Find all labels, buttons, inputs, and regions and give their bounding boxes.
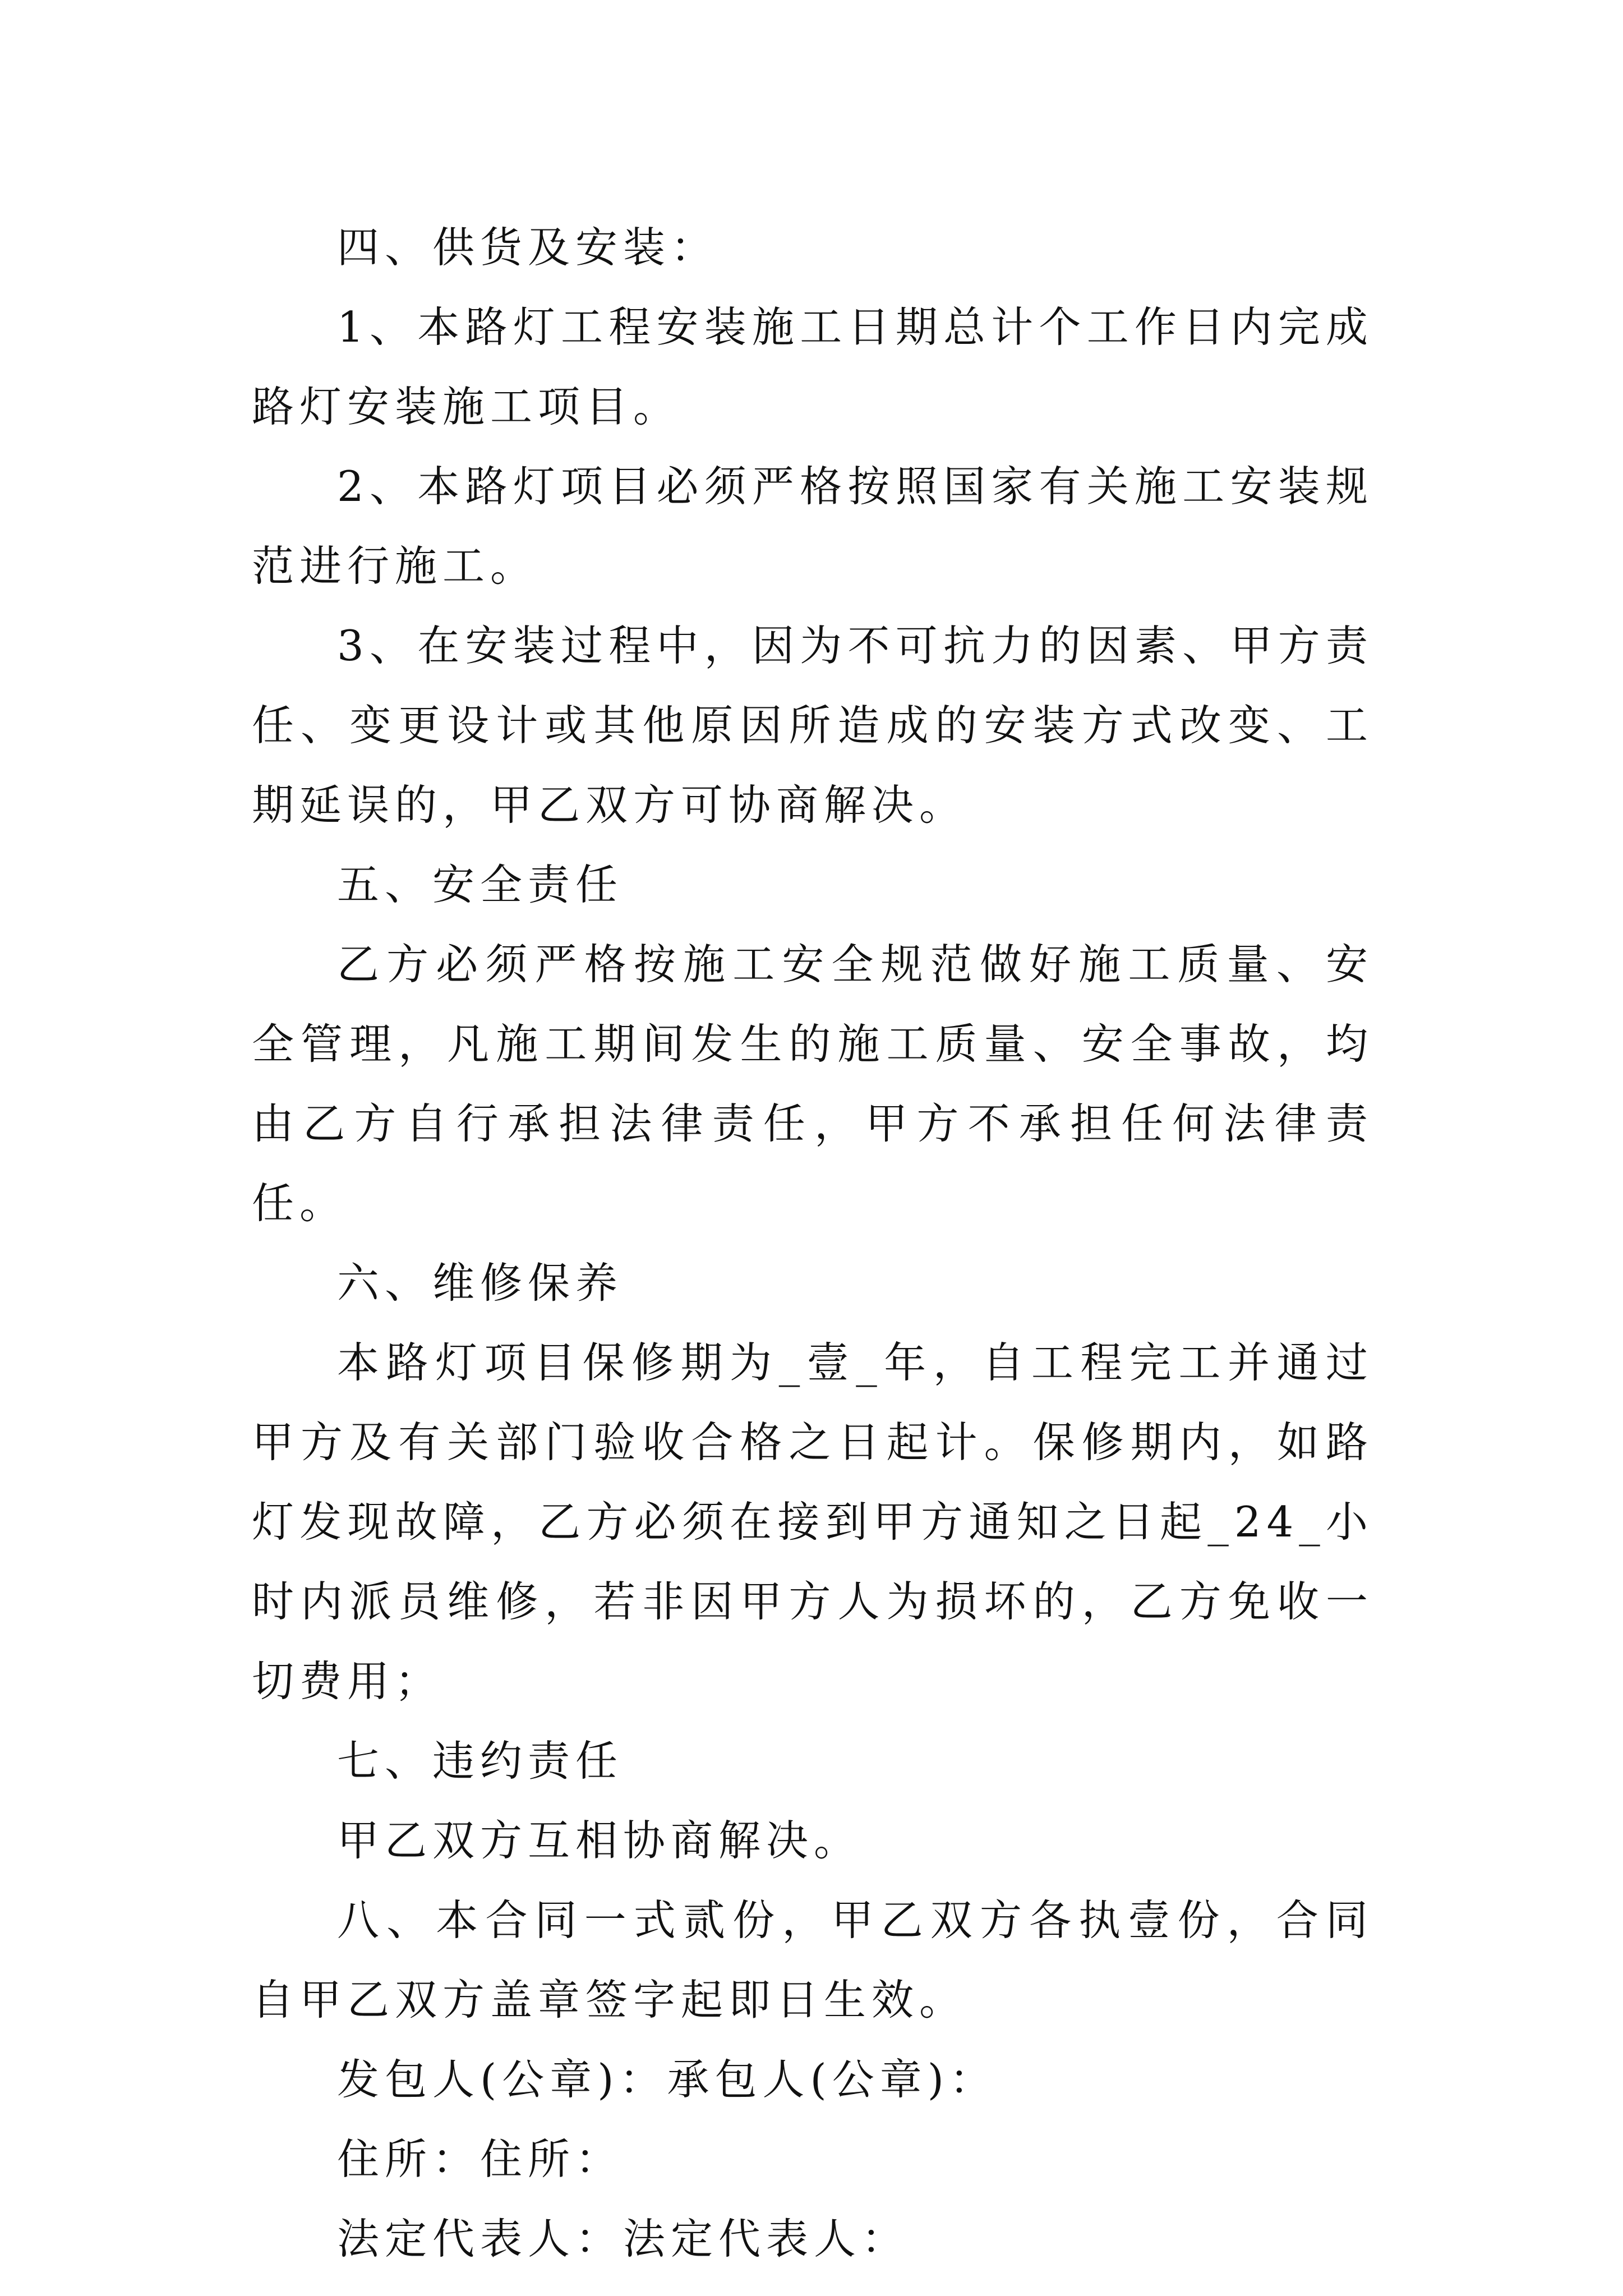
clause-3-force-majeure: 3、在安装过程中，因为不可抗力的因素、甲方责任、变更设计或其他原因所造成的安装方式改变、工期延误的，甲乙双方可协商解决。 <box>252 621 1373 830</box>
section-heading-breach: 七、违约责任 <box>337 1736 624 1786</box>
section-heading-safety: 五、安全责任 <box>337 860 624 909</box>
signature-line-parties: 发包人(公章)：承包人(公章)： <box>337 2055 998 2104</box>
clause-1-construction-period: 1、本路灯工程安装施工日期总计个工作日内完成路灯安装施工项目。 <box>252 302 1373 431</box>
safety-clause: 乙方必须严格按施工安全规范做好施工质量、安全管理，凡施工期间发生的施工质量、安全事故，均由乙方自行承担法律责任，甲方不承担任何法律责任。 <box>252 940 1373 1228</box>
signature-line-legal-representative: 法定代表人：法定代表人： <box>337 2214 910 2263</box>
section-eight-copies-effect: 八、本合同一式贰份，甲乙双方各执壹份，合同自甲乙双方盖章签字起即日生效。 <box>252 1895 1373 2024</box>
document-body <box>252 208 1373 2279</box>
section-heading-supply-installation: 四、供货及安装： <box>337 223 719 272</box>
section-heading-maintenance: 六、维修保养 <box>337 1258 624 1308</box>
signature-line-address: 住所：住所： <box>337 2134 624 2184</box>
breach-clause: 甲乙双方互相协商解决。 <box>337 1816 862 1865</box>
maintenance-clause: 本路灯项目保修期为_壹_年，自工程完工并通过甲方及有关部门验收合格之日起计。保修期内，如路灯发现故障，乙方必须在接到甲方通知之日起_24_小时内派员维修，若非因甲方人为损坏的，乙方免收一切费用； <box>252 1338 1373 1706</box>
clause-2-construction-standards: 2、本路灯项目必须严格按照国家有关施工安装规范进行施工。 <box>252 462 1373 591</box>
